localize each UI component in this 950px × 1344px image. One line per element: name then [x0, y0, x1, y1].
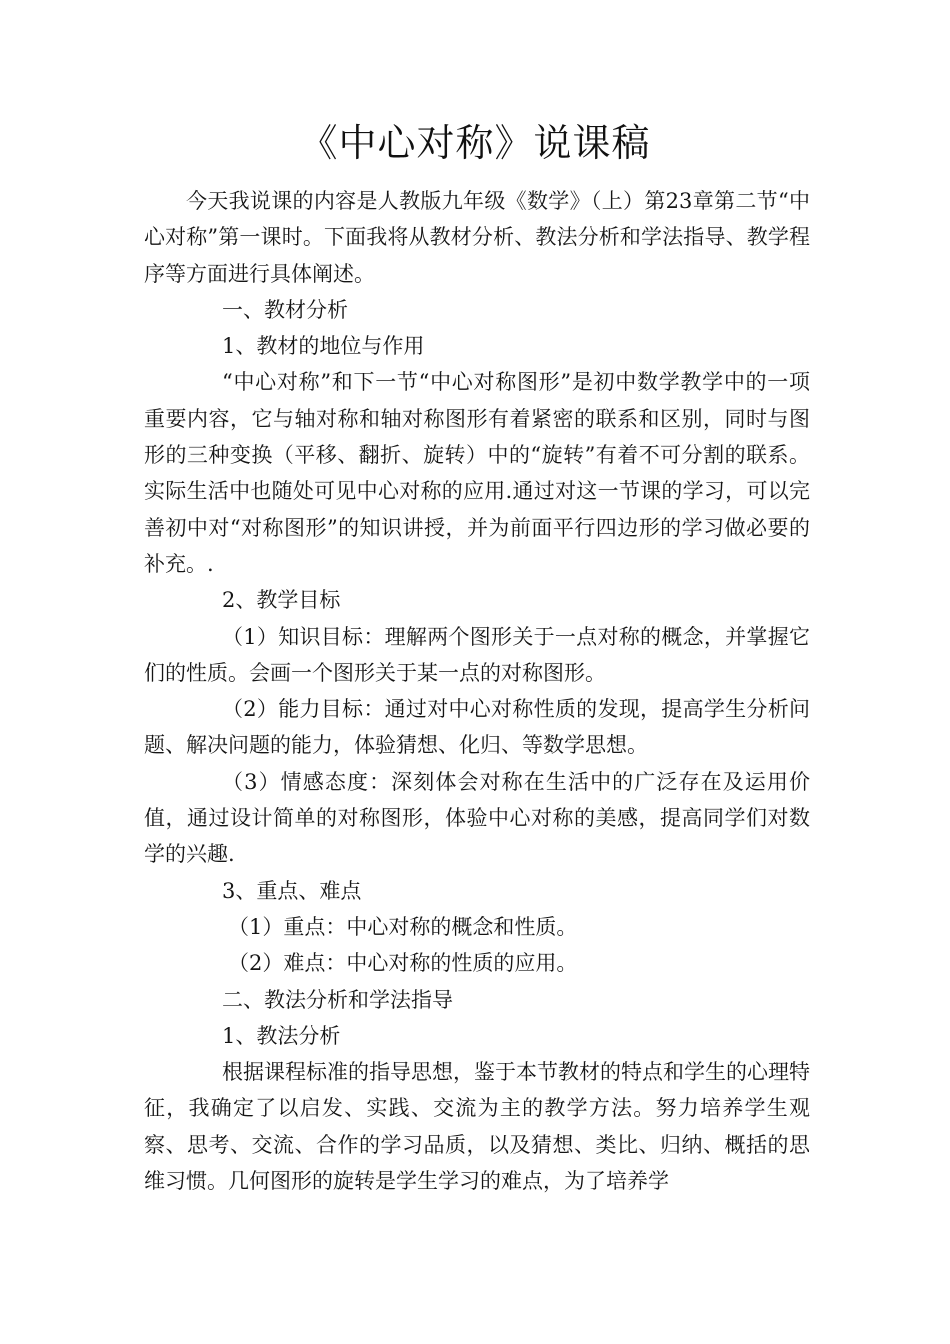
goal-ability: （2）能力目标：通过对中心对称性质的发现，提高学生分析问题、解决问题的能力，体验猜想、化归、等数学思想。 [144, 697, 810, 758]
role-paragraph: “中心对称”和下一节“中心对称图形”是初中数学教学中的一项重要内容，它与轴对称和轴对称图形有着紧密的联系和区别，同时与图形的三种变换（平移、翻折、旋转）中的“旋转”有着不可分割的联系。实际生活中也随处可见中心对称的应用.通过对这一节课的学习，可以完善初中对“对称图形”的知识讲授，并为前面平行四边形的学习做必要的补充。. [144, 370, 810, 576]
document-title: 《中心对称》说课稿 [299, 121, 651, 165]
subsection-heading-method-analysis: 1、教法分析 [222, 1023, 341, 1048]
subsection-heading-role: 1、教材的地位与作用 [222, 334, 425, 359]
method-paragraph: 根据课程标准的指导思想，鉴于本节教材的特点和学生的心理特征，我确定了以启发、实践、交流为主的教学方法。努力培养学生观察、思考、交流、合作的学习品质，以及猜想、类比、归纳、概括的思维习惯。几何图形的旋转是学生学习的难点，为了培养学 [144, 1060, 810, 1194]
key-point: （1）重点：中心对称的概念和性质。 [228, 914, 578, 939]
subsection-heading-goals: 2、教学目标 [222, 588, 341, 613]
section-heading-method: 二、教法分析和学法指导 [222, 987, 453, 1012]
document-body [144, 183, 810, 1199]
difficult-point: （2）难点：中心对称的性质的应用。 [228, 951, 578, 976]
goal-knowledge: （1）知识目标：理解两个图形关于一点对称的概念，并掌握它们的性质。会画一个图形关于某一点的对称图形。 [144, 624, 810, 685]
subsection-heading-key-points: 3、重点、难点 [222, 878, 362, 903]
intro-paragraph: 今天我说课的内容是人教版九年级《数学》（上）第23章第二节“中心对称”第一课时。下面我将从教材分析、教法分析和学法指导、教学程序等方面进行具体阐述。 [144, 189, 810, 286]
goal-emotion: （3）情感态度：深刻体会对称在生活中的广泛存在及运用价值，通过设计简单的对称图形，体验中心对称的美感，提高同学们对数学的兴趣. [144, 769, 810, 867]
section-heading-teaching-material: 一、教材分析 [222, 297, 348, 322]
